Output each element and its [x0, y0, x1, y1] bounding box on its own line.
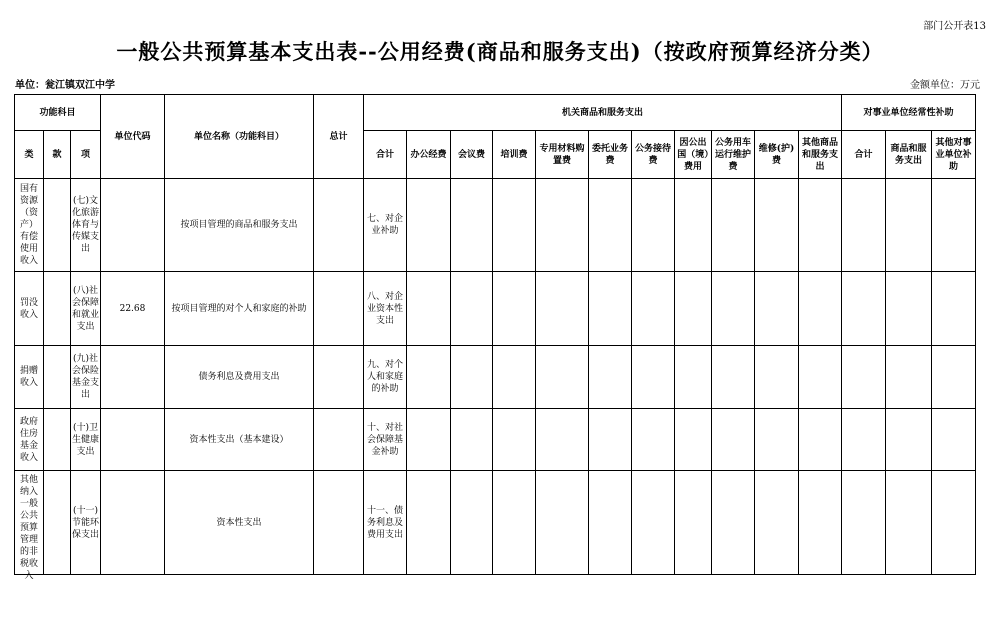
subsidy-sub-header: 合计 [842, 131, 886, 179]
table-number-label: 部门公开表13 [923, 21, 986, 32]
lei-cell: 捐赠收入 [15, 346, 44, 409]
table-row [15, 471, 976, 575]
budget-table [14, 94, 976, 581]
xiang-cell: (九)社会保险基金支出 [71, 346, 101, 409]
goods-sub-header: 公务接待费 [632, 131, 675, 179]
func-subject-header: 功能科目 [15, 95, 101, 131]
lei-header: 类 [15, 131, 44, 179]
unit-code-cell [101, 179, 165, 272]
table-row [15, 272, 976, 346]
goods-services-header: 机关商品和服务支出 [364, 95, 842, 131]
total-cell [314, 471, 364, 575]
unit-code-cell [101, 471, 165, 575]
subsidy-sub-header: 其他对事业单位补助 [932, 131, 976, 179]
goods-sub-header: 公务用车运行维护费 [712, 131, 755, 179]
subsidy-sub-header: 商品和服务支出 [886, 131, 932, 179]
goods-sub-header: 会议费 [451, 131, 493, 179]
xiang-cell: (十一)节能环保支出 [71, 471, 101, 575]
goods-sub-header: 委托业务费 [589, 131, 632, 179]
unit-code-cell: 22.68 [101, 272, 165, 346]
goods-total-cell: 九、对个人和家庭的补助 [364, 346, 407, 409]
total-cell [314, 346, 364, 409]
total-header: 总计 [314, 95, 364, 179]
goods-total-cell: 十、对社会保障基金补助 [364, 409, 407, 471]
unit-name-header: 单位名称（功能科目） [165, 95, 314, 179]
table-row [15, 409, 976, 471]
kuan-cell [44, 179, 71, 272]
goods-sub-header: 因公出国（境）费用 [675, 131, 712, 179]
kuan-header: 款 [44, 131, 71, 179]
unit-name-cell: 按项目管理的对个人和家庭的补助 [165, 272, 314, 346]
unit-name-cell: 资本性支出 [165, 471, 314, 575]
lei-cell: 国有资源（资产）有偿使用收入 [15, 179, 44, 272]
goods-total-cell: 七、对企业补助 [364, 179, 407, 272]
amount-unit-label: 金额单位：万元 [910, 80, 980, 91]
goods-sub-header: 培训费 [493, 131, 536, 179]
table-row [15, 179, 976, 272]
goods-sub-header: 专用材料购置费 [536, 131, 589, 179]
kuan-cell [44, 471, 71, 575]
goods-sub-header: 其他商品和服务支出 [799, 131, 842, 179]
kuan-cell [44, 346, 71, 409]
xiang-header: 项 [71, 131, 101, 179]
subsidy-header: 对事业单位经常性补助 [842, 95, 976, 131]
total-cell [314, 272, 364, 346]
unit-code-cell [101, 409, 165, 471]
table-row [15, 346, 976, 409]
unit-name-cell: 债务利息及费用支出 [165, 346, 314, 409]
goods-sub-header: 办公经费 [407, 131, 451, 179]
unit-label: 单位：瓮江镇双江中学 [15, 80, 115, 91]
goods-total-cell: 十一、债务利息及费用支出 [364, 471, 407, 575]
header-row-1 [15, 95, 976, 131]
page-title: 一般公共预算基本支出表--公用经费(商品和服务支出)（按政府预算经济分类） [116, 39, 884, 64]
total-cell [314, 409, 364, 471]
goods-sub-header: 维修(护)费 [755, 131, 799, 179]
unit-name-cell: 资本性支出（基本建设） [165, 409, 314, 471]
goods-sub-header: 合计 [364, 131, 407, 179]
lei-cell: 罚没收入 [15, 272, 44, 346]
xiang-cell: (十)卫生健康支出 [71, 409, 101, 471]
unit-code-cell [101, 346, 165, 409]
kuan-cell [44, 272, 71, 346]
lei-cell: 政府住房基金收入 [15, 409, 44, 471]
xiang-cell: (七)文化旅游体育与传媒支出 [71, 179, 101, 272]
total-cell [314, 179, 364, 272]
kuan-cell [44, 409, 71, 471]
goods-total-cell: 八、对企业资本性支出 [364, 272, 407, 346]
lei-cell: 其他纳入一般公共预算管理的非税收入 [15, 471, 44, 575]
unit-name-cell: 按项目管理的商品和服务支出 [165, 179, 314, 272]
xiang-cell: (八)社会保障和就业支出 [71, 272, 101, 346]
unit-code-header: 单位代码 [101, 95, 165, 179]
